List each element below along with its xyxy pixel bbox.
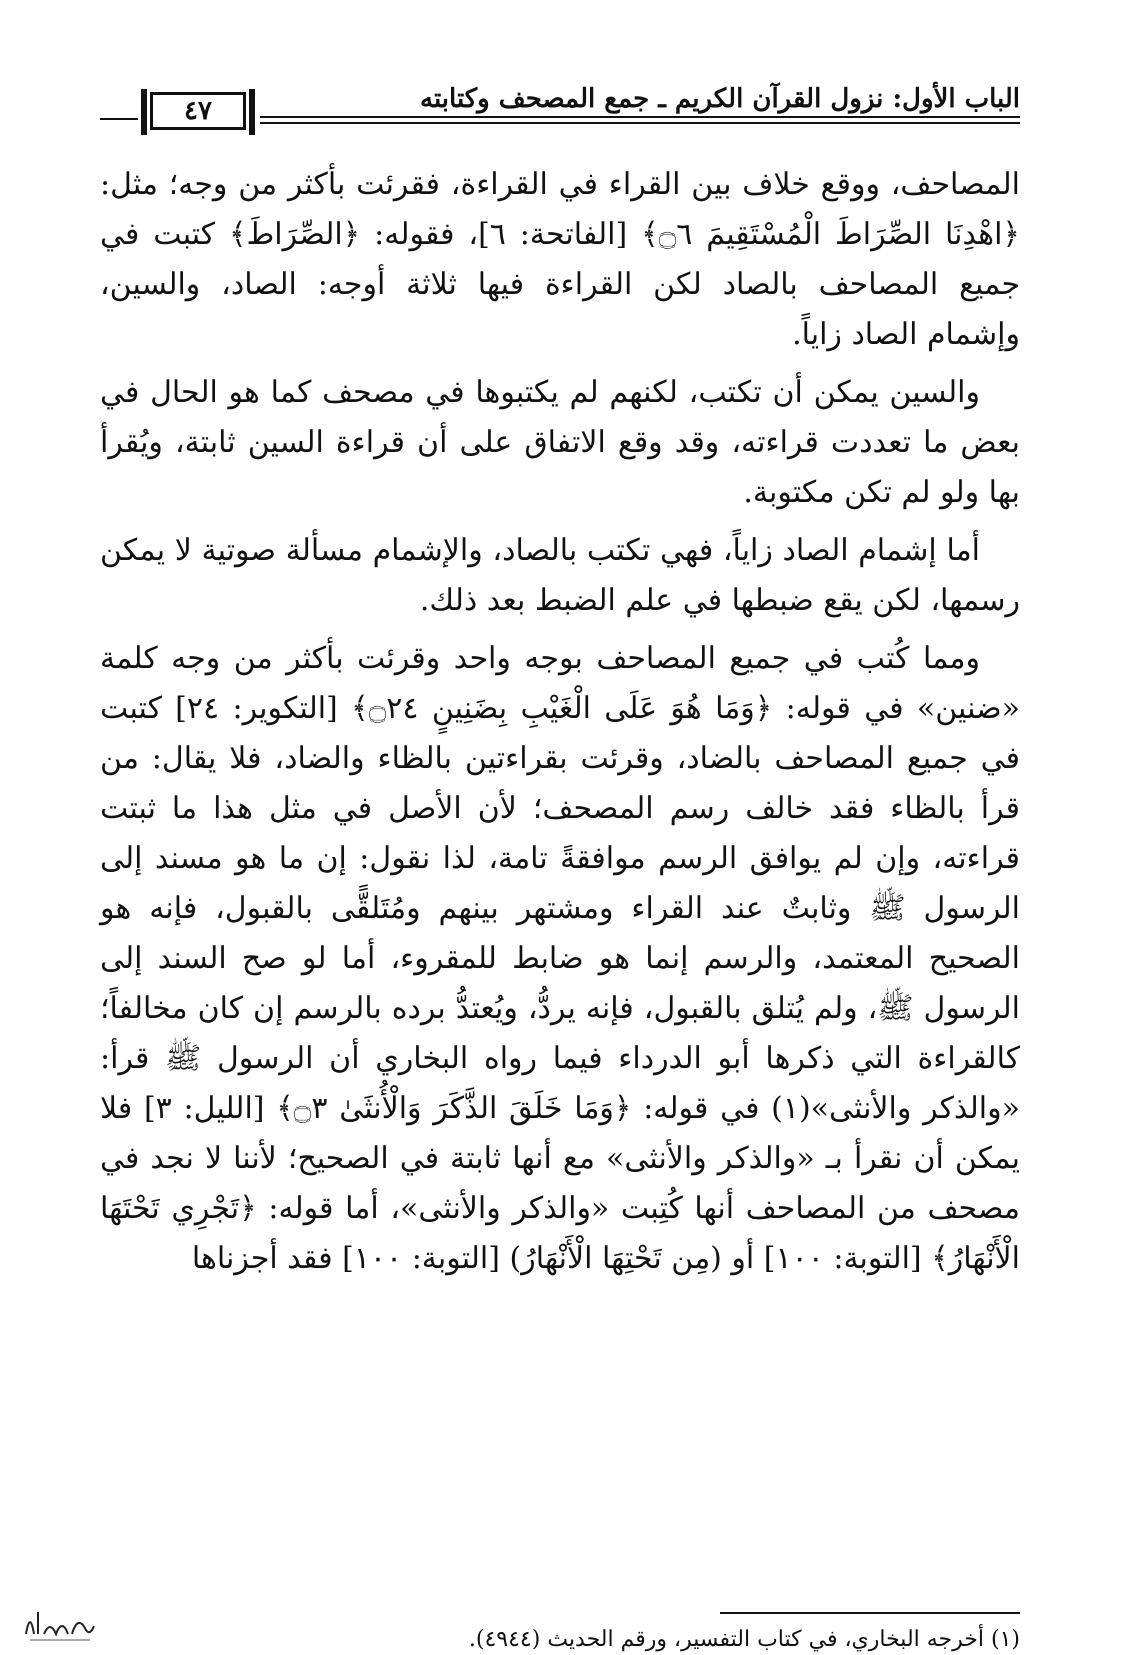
paragraph-1: المصاحف، ووقع خلاف بين القراء في القراءة، فقرئت بأكثر من وجه؛ مثل: ﴿اهْدِنَا الصِّرَاطَ الْمُسْتَقِيمَ ۝٦﴾ [الفاتحة: ٦]، فقوله: ﴿الصِّرَاطَ﴾ كتبت في جميع المصاحف بالصاد لكن القراءة فيها ثلاثة أوجه: الصاد، والسين، وإشمام الصاد زاياً. xyxy=(100,167,1020,352)
header-rule-left xyxy=(100,118,138,120)
page-body xyxy=(100,160,1020,1292)
page-header xyxy=(100,70,1020,140)
page-number: ٤٧ xyxy=(150,92,246,130)
footnote: (١) أخرجه البخاري، في كتاب التفسير، ورقم الحديث (٤٩٤٤). xyxy=(468,1627,1020,1652)
header-rule xyxy=(260,116,1020,124)
paragraph-3: أما إشمام الصاد زاياً، فهي تكتب بالصاد، والإشمام مسألة صوتية لا يمكن رسمها، لكن يقع ضبطها في علم الضبط بعد ذلك. xyxy=(100,533,1020,618)
publisher-logo-icon xyxy=(20,1600,100,1644)
chapter-title: الباب الأول: نزول القرآن الكريم ـ جمع المصحف وكتابته xyxy=(420,84,1020,114)
footnote-divider xyxy=(720,1612,1020,1614)
paragraph-2: والسين يمكن أن تكتب، لكنهم لم يكتبوها في مصحف كما هو الحال في بعض ما تعددت قراءته، وقد وقع الاتفاق على أن قراءة السين ثابتة، ويُقرأ بها ولو لم تكن مكتوبة. xyxy=(100,375,1020,510)
paragraph-4: ومما كُتب في جميع المصاحف بوجه واحد وقرئت بأكثر من وجه كلمة «ضنين» في قوله: ﴿وَمَا هُوَ عَلَى الْغَيْبِ بِضَنِينٍ ۝٢٤﴾ [التكوير: ٢٤] كتبت في جميع المصاحف بالضاد، وقرئت بقراءتين بالظاء والضاد، فلا يقال: من قرأ بالظاء فقد خالف رسم المصحف؛ لأن الأصل في مثل هذا ما ثبتت قراءته، وإن لم يوافق الرسم موافقةً تامة، لذا نقول: إن ما هو مسند إلى الرسول ﷺ وثابتٌ عند القراء ومشتهر بينهم ومُتَلقًّى بالقبول، فإنه هو الصحيح المعتمد، والرسم إنما هو ضابط للمقروء، أما لو صح السند إلى الرسول ﷺ، ولم يُتلق بالقبول، فإنه يردُّ، ويُعتدُّ برده بالرسم إن كان مخالفاً؛ كالقراءة التي ذكرها أبو الدرداء فيما رواه البخاري أن الرسول ﷺ قرأ: «والذكر والأنثى»(١) في قوله: ﴿وَمَا خَلَقَ الذَّكَرَ وَالْأُنثَىٰ ۝٣﴾ [الليل: ٣] فلا يمكن أن نقرأ بـ «والذكر والأنثى» مع أنها ثابتة في الصحيح؛ لأننا لا نجد في مصحف من المصاحف أنها كُتِبت «والذكر والأنثى»، أما قوله: ﴿تَجْرِي تَحْتَهَا الْأَنْهَارُ﴾ [التوبة: ١٠٠] أو (مِن تَحْتِهَا الْأَنْهَارُ) [التوبة: ١٠٠] فقد أجزناها xyxy=(100,641,1020,1276)
